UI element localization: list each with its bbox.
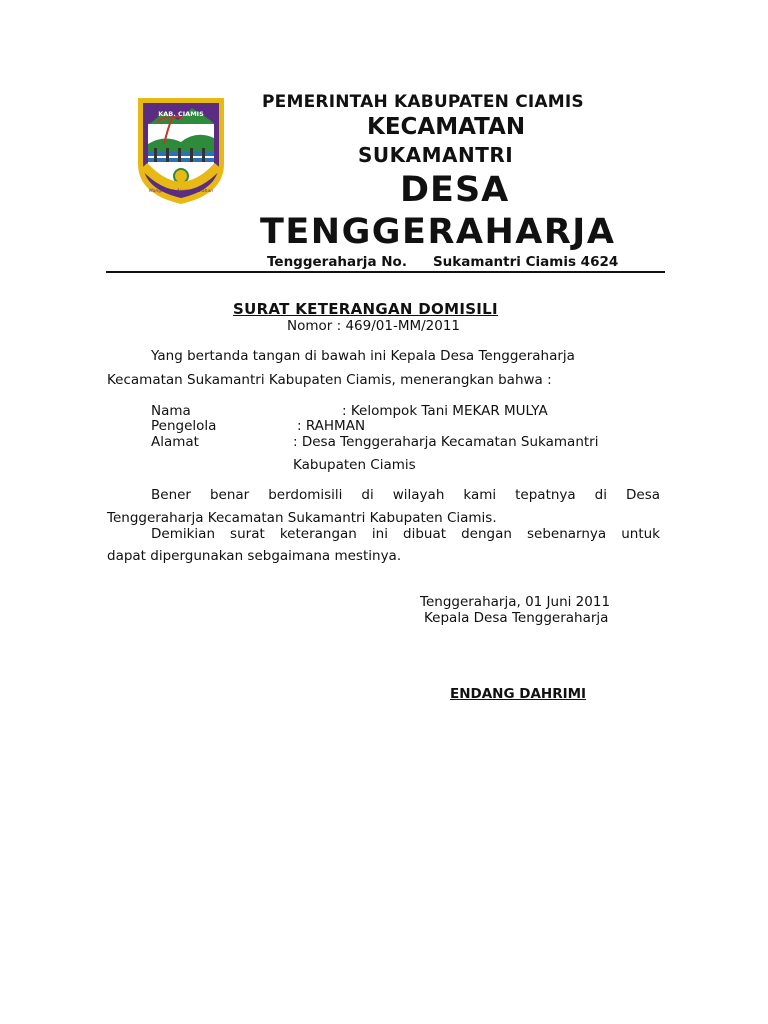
signer-name: ENDANG DAHRIMI (450, 686, 587, 702)
field-value-pengelola: : RAHMAN (297, 418, 366, 434)
header-divider (106, 271, 665, 273)
header-address (267, 254, 618, 270)
header-village-name: TENGGERAHARJA (260, 212, 616, 252)
address-left: Tenggeraharja No. (267, 254, 407, 270)
intro-line-2: Kecamatan Sukamantri Kabupaten Ciamis, menerangkan bahwa : (107, 372, 552, 388)
header-sukamantri: SUKAMANTRI (358, 143, 514, 167)
header-desa: DESA (400, 170, 510, 210)
letter-number: Nomor : 469/01-MM/2011 (287, 318, 461, 334)
field-label-alamat: Alamat (151, 434, 199, 450)
field-label-pengelola: Pengelola (151, 418, 217, 434)
intro-line-1: Yang bertanda tangan di bawah ini Kepala Desa Tenggeraharja (151, 348, 575, 364)
paragraph-closing-line-2: dapat dipergunakan sebgaimana mestinya. (107, 548, 402, 564)
place-date: Tenggeraharja, 01 Juni 2011 (420, 594, 611, 610)
address-right: Sukamantri Ciamis 4624 (432, 254, 619, 270)
paragraph-closing-line-1: Demikian surat keterangan ini dibuat dengan sebenarnya untuk (151, 526, 660, 542)
signer-title: Kepala Desa Tenggeraharja (424, 610, 609, 626)
field-value-nama: : Kelompok Tani MEKAR MULYA (342, 403, 548, 419)
paragraph-domicile-line-2: Tenggeraharja Kecamatan Sukamantri Kabupaten Ciamis. (107, 510, 497, 526)
svg-text:KAB. CIAMIS: KAB. CIAMIS (158, 110, 204, 118)
header-government: PEMERINTAH KABUPATEN CIAMIS (262, 92, 584, 112)
header-kecamatan: KECAMATAN (367, 114, 526, 140)
field-label-nama: Nama (151, 403, 191, 419)
letter-title: SURAT KETERANGAN DOMISILI (233, 300, 498, 318)
field-value-alamat-cont: Kabupaten Ciamis (293, 457, 416, 473)
paragraph-domicile-line-1: Bener benar berdomisili di wilayah kami tepatnya di Desa (151, 487, 660, 503)
field-value-alamat: : Desa Tenggeraharja Kecamatan Sukamantri (293, 434, 599, 450)
kabupaten-ciamis-logo (134, 94, 228, 206)
svg-text:Mangkunan Ayuna Kadiahan: Mangkunan Ayuna Kadiahan (148, 189, 214, 194)
